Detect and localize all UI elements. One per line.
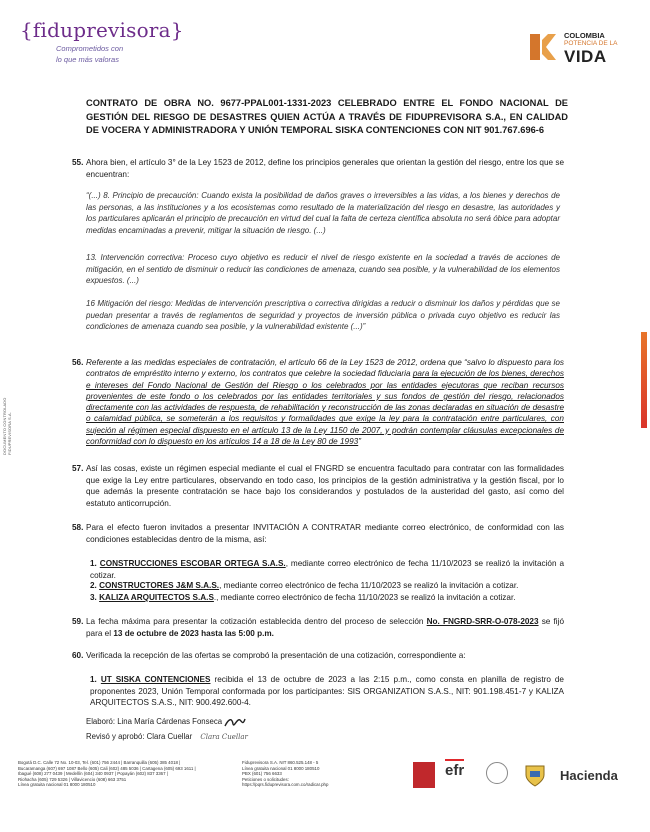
paragraph-60 bbox=[72, 650, 564, 662]
footer-line: Fiduprevisora S.A. NIT 860.525.148 - 5 bbox=[242, 760, 319, 765]
efr-text: efr bbox=[445, 759, 464, 779]
footer-line: Riohacha (605) 729 5326 | Villavicencio (608) 663 3751 bbox=[18, 776, 127, 782]
deadline: 13 de octubre de 2023 hasta las 5:00 p.m. bbox=[113, 628, 274, 638]
item-number: 3. bbox=[90, 593, 97, 602]
footer-line: Bogotá D.C. Calle 72 No. 10-03, Tel. (601) 756 2444 | Barranquilla (605) 385 4018 | bbox=[18, 760, 181, 765]
item-number: 1. bbox=[90, 675, 97, 684]
item-text: , mediante correo electrónico de fecha 11/10/2023 se realizó la invitación a cotizar. bbox=[219, 581, 519, 590]
paragraph-56 bbox=[72, 357, 564, 447]
paragraph-number: 60. bbox=[72, 651, 84, 660]
invitation-3 bbox=[90, 592, 564, 604]
item-number: 1. bbox=[90, 559, 97, 568]
brand-tagline-1: Comprometidos con bbox=[56, 44, 124, 53]
side-accent-bar bbox=[641, 332, 647, 428]
footer-line: Ibagué (608) 277 0439 | Medellín (604) 340 0937 | Popayán (602) 837 3367 | bbox=[18, 771, 168, 777]
process-number: No. FNGRD-SRR-O-078-2023 bbox=[426, 617, 539, 626]
paragraph-58 bbox=[72, 522, 564, 545]
red-badge-logo bbox=[413, 762, 435, 788]
paragraph-number: 59. bbox=[72, 617, 84, 626]
company-name: UT SISKA CONTENCIONES bbox=[100, 675, 211, 684]
paragraph-number: 58. bbox=[72, 523, 84, 532]
invitation-1 bbox=[90, 558, 564, 581]
colombia-shield-icon bbox=[522, 762, 548, 788]
efr-logo bbox=[445, 762, 477, 784]
contract-title: CONTRATO DE OBRA NO. 9677-PPAL001-1331-2023 CELEBRADO ENTRE EL FONDO NACIONAL DE GESTIÓN DEL RIESGO DE DESASTRES QUIEN ACTÚA A TRAVÉS DE FIDUPREVISORA S.A., EN CALIDAD DE VOCERA Y ADMINISTRADORA Y UNIÓN TEMPORAL SISKA CONTENCIONES CON NIT 901.767.696-6 bbox=[86, 98, 568, 136]
gov-line-1: COLOMBIA bbox=[564, 31, 605, 40]
paragraph-end: ” bbox=[358, 437, 361, 447]
paragraph-57 bbox=[72, 463, 564, 509]
paragraph-intro: Referente a las medidas especiales de contratación, el artículo 66 de la Ley 1523 de 2012, ordena que “salvo lo dispuesto para los contratos de empréstito interno y externo, los contratos que celebre la sociedad fiduciaria bbox=[86, 358, 564, 379]
colombia-logo bbox=[526, 30, 636, 70]
elaboro-line bbox=[86, 716, 246, 728]
paragraph-text: Ahora bien, el artículo 3° de la Ley 1523 de 2012, define los principios generales que orientan la gestión del riesgo, entre los que se encuentran: bbox=[86, 158, 565, 179]
paragraph-59 bbox=[72, 616, 564, 639]
item-text: ., mediante correo electrónico de fecha 11/10/2023 se realizó la invitación a cotizar. bbox=[213, 593, 516, 602]
colombia-emblem-icon bbox=[526, 30, 560, 64]
company-name: CONSTRUCTORES J&M S.A.S. bbox=[99, 581, 220, 590]
item-text: , mediante correo electrónico de fecha 11/10/2023 se realizó la invitación a cotizar. bbox=[90, 559, 564, 580]
quote-principle-16: 16 Mitigación del riesgo: Medidas de intervención prescriptiva o correctiva dirigidas a reducir o disminuir los daños y pérdidas que se puedan presentar a través de reglamentos de seguridad y proyectos de inversión pública o privada cuyo objetivo es reducir las condiciones de amenaza cuando sea posible, y la vulnerabilidad existente (...)” bbox=[86, 299, 560, 332]
paragraph-number: 56. bbox=[72, 358, 84, 367]
paragraph-text-2: se fijó para el bbox=[86, 617, 564, 638]
paragraph-number: 55. bbox=[72, 158, 84, 167]
item-text: recibida el 13 de octubre de 2023 a las 2:15 p.m., como consta en planilla de registro de proponentes 2023, Unión Temporal conformada por los participantes: SIS ORGANIZATION S.A.S., NIT: 901.198.451-7 y KALIZA ARQUITECTOS S.A.S., NIT: 900.492.600-4. bbox=[90, 675, 564, 707]
footer-line: Línea gratuita nacional 01 8000 180510 bbox=[242, 765, 320, 771]
brand-name: {fiduprevisora} bbox=[20, 18, 184, 42]
paragraph-text: Para el efecto fueron invitados a presentar INVITACIÓN A CONTRATAR mediante correo electrónico, de conformidad con las condiciones establecidas dentro de la misma, así: bbox=[86, 523, 564, 544]
footer-contact bbox=[242, 760, 362, 788]
reviso-text: Revisó y aprobó: Clara Cuellar bbox=[86, 732, 193, 741]
reviso-line bbox=[86, 732, 248, 741]
invitation-2 bbox=[90, 580, 564, 592]
paragraph-55 bbox=[72, 157, 565, 180]
quote-principle-13: 13. Intervención correctiva: Proceso cuyo objetivo es reducir el nivel de riesgo existente en la sociedad a través de acciones de mitigación, en el sentido de disminuir o reducir las condiciones de amenaza, cuando sea posible, y la vulnerabilidad de los elementos expuestos. (...) bbox=[86, 253, 560, 286]
paragraph-text: Así las cosas, existe un régimen especial mediante el cual el FNGRD se encuentra facultado para contratar con las formalidades que exige la Ley entre particulares, observando en todo caso, los principios de la gestión administrativa y la gestión fiscal, por lo que además la presente contratación se hace bajo los considerandos y postulados de la austeridad del gasto, así como del estatuto anticorrupción. bbox=[86, 464, 564, 508]
brand-tagline-2: lo que más valoras bbox=[56, 55, 119, 64]
gov-line-2: POTENCIA DE LA bbox=[564, 40, 618, 47]
paragraph-text: Verificada la recepción de las ofertas se comprobó la presentación de una cotización, correspondiente a: bbox=[86, 651, 466, 660]
quote-principle-8: “(...) 8. Principio de precaución: Cuando exista la posibilidad de daños graves o irreversibles a las vidas, a los bienes y derechos de las personas, a las instituciones y a los ecosistemas como resultado de la materialización del riesgo en desastre, las autoridades y los particulares aplicarán el principio de precaución en virtud del cual la falta de certeza científica absoluta no será óbice para adoptar medidas encaminadas a prevenir, mitigar la situación de riesgo. (...) bbox=[86, 191, 560, 235]
paragraph-underlined-text: para la ejecución de los bienes, derechos e intereses del Fondo Nacional de Gestión del Riesgo o los celebrados por las entidades ejecutoras que reciban recursos provenientes de este fondo o los celebrados por las entidades territoriales y sus fondos de gestión del riesgo, relacionados directamente con las actividades de respuesta, de rehabilitación y reconstrucción de las zonas declaradas en situación de desastre o calamidad pública, se someterán a los requisitos y formalidades que exige la ley para la contratación entre particulares, con sujeción al régimen especial dispuesto en el artículo 13 de la Ley 1150 de 2007, y podrán contemplar cláusulas excepcionales de conformidad con lo dispuesto en los artículos 14 a 18 de la Ley 80 de 1993 bbox=[86, 369, 564, 447]
elaboro-text: Elaboró: Lina María Cárdenas Fonseca bbox=[86, 717, 223, 727]
footer-line: Bucaramanga (607) 697 1087 Bello (605) Cali (602) 485 5036 | Cartagena (605) 693 1611 | bbox=[18, 765, 196, 771]
company-name: CONSTRUCCIONES ESCOBAR ORTEGA S.A.S. bbox=[99, 559, 286, 568]
footer-link[interactable]: https://pqrs.fiduprevisora.com.co/radicar.php bbox=[242, 782, 329, 788]
certification-seal-icon bbox=[486, 762, 508, 784]
offer-1 bbox=[90, 674, 564, 709]
side-stamp: DOCUMENTO CONTROLADO FIDUPREVISORA S.A. bbox=[2, 397, 12, 455]
fiduprevisora-logo bbox=[20, 18, 184, 64]
paragraph-number: 57. bbox=[72, 464, 84, 473]
hacienda-logo: Hacienda bbox=[560, 768, 618, 783]
footer-line: PBX (601) 756 6633 bbox=[242, 771, 282, 777]
reviso-signature: Clara Cuellar bbox=[200, 733, 248, 741]
item-number: 2. bbox=[90, 581, 97, 590]
signature-icon bbox=[224, 716, 246, 728]
company-name: KALIZA ARQUITECTOS S.A.S bbox=[99, 593, 214, 602]
paragraph-text: La fecha máxima para presentar la cotización establecida dentro del proceso de selección bbox=[86, 617, 427, 626]
footer-line: Peticiones o solicitudes: bbox=[242, 776, 289, 782]
footer-offices bbox=[18, 760, 218, 788]
footer-line: Línea gratuita nacional 01 8000 180510 bbox=[18, 782, 96, 788]
gov-line-3: VIDA bbox=[564, 47, 607, 66]
